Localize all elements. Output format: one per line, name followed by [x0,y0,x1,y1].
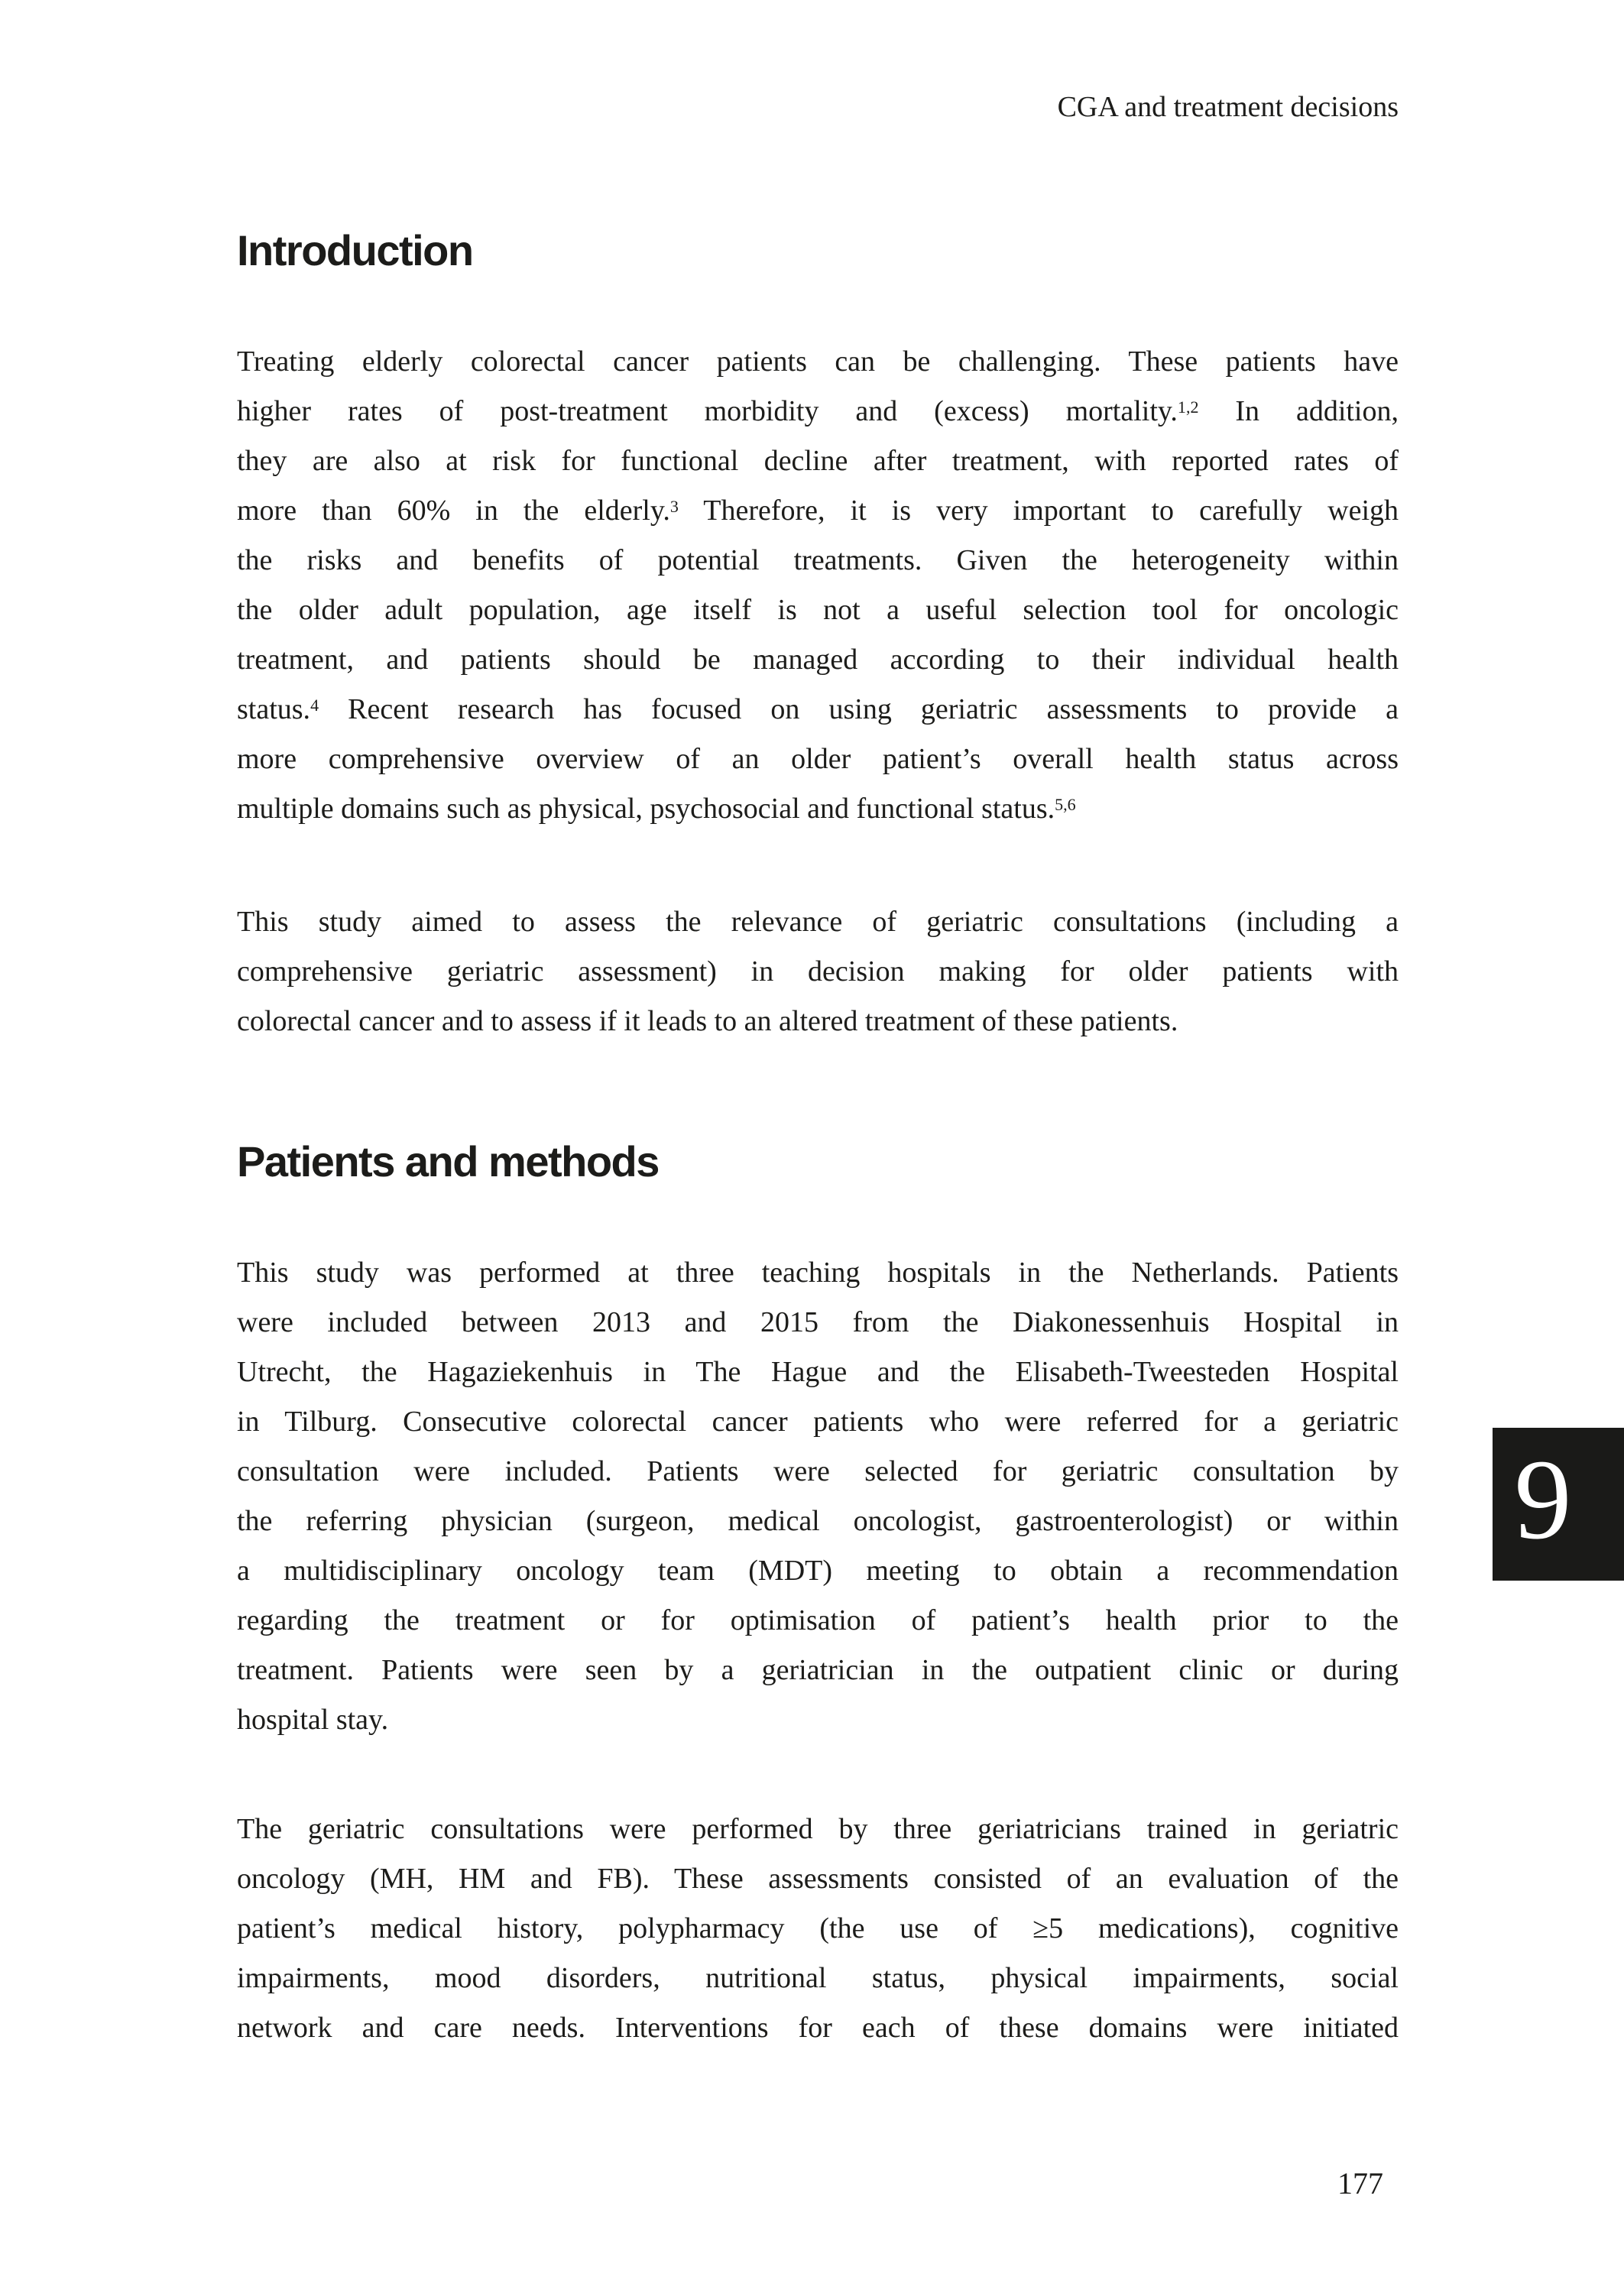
body-line: multiple domains such as physical, psychosocial and functional status.$^{5,6}$ [237,793,1076,825]
body-line: status.$^4$ Recent research has focused on using geriatric assessments to provide a [237,693,1399,725]
body-line: network and care needs. Interventions for each of these domains were initiated [237,2012,1399,2044]
body-line: the older adult population, age itself is not a useful selection tool for oncologic [237,594,1399,626]
body-line: impairments, mood disorders, nutritional status, physical impairments, social [237,1962,1399,1994]
body-line: treatment, and patients should be managed according to their individual health [237,644,1399,676]
body-line: the referring physician (surgeon, medical oncologist, gastroenterologist) or within [237,1505,1399,1537]
body-line: they are also at risk for functional decline after treatment, with reported rates of [237,445,1399,477]
superscript-reference: 1,2 [1177,397,1199,417]
body-line: a multidisciplinary oncology team (MDT) meeting to obtain a recommendation [237,1555,1399,1587]
body-line: treatment. Patients were seen by a geriatrician in the outpatient clinic or during [237,1654,1399,1686]
body-paragraph [237,337,1399,834]
running-header: CGA and treatment decisions [1057,91,1399,123]
body-line: regarding the treatment or for optimisation of patient’s health prior to the [237,1604,1399,1636]
body-line: were included between 2013 and 2015 from the Diakonessenhuis Hospital in [237,1306,1399,1338]
body-line: colorectal cancer and to assess if it leads to an altered treatment of these patients. [237,1005,1178,1037]
body-paragraph [237,1805,1399,2053]
section-heading-introduction: Introduction [237,226,473,274]
superscript-reference: 4 [310,696,319,715]
body-line: The geriatric consultations were performed by three geriatricians trained in geriatric [237,1813,1399,1845]
body-line: patient’s medical history, polypharmacy (the use of ≥5 medications), cognitive [237,1912,1399,1944]
superscript-reference: 3 [669,497,679,517]
body-line: higher rates of post-treatment morbidity and (excess) mortality.$^{1,2}$ In addition, [237,395,1399,427]
superscript-reference: 5,6 [1055,795,1076,815]
section-heading-patients-and-methods: Patients and methods [237,1137,659,1185]
body-line: the risks and benefits of potential treatments. Given the heterogeneity within [237,544,1399,576]
body-paragraph [237,1248,1399,1745]
body-line: comprehensive geriatric assessment) in decision making for older patients with [237,955,1399,988]
body-line: Treating elderly colorectal cancer patients can be challenging. These patients have [237,345,1399,378]
chapter-tab-number: 9 [1514,1436,1572,1563]
chapter-tab [1493,1428,1624,1581]
body-line: consultation were included. Patients were selected for geriatric consultation by [237,1455,1399,1487]
page-number: 177 [1337,2166,1383,2201]
body-line: more comprehensive overview of an older patient’s overall health status across [237,743,1399,775]
body-line: hospital stay. [237,1704,389,1736]
body-line: in Tilburg. Consecutive colorectal cancer patients who were referred for a geriatric [237,1406,1399,1438]
body-line: more than 60% in the elderly.$^3$ Therefore, it is very important to carefully weigh [237,495,1399,527]
body-paragraph [237,897,1399,1046]
body-line: This study aimed to assess the relevance of geriatric consultations (including a [237,906,1399,938]
body-line: Utrecht, the Hagaziekenhuis in The Hague and the Elisabeth-Tweesteden Hospital [237,1356,1399,1388]
body-line: This study was performed at three teaching hospitals in the Netherlands. Patients [237,1257,1399,1289]
body-line: oncology (MH, HM and FB). These assessments consisted of an evaluation of the [237,1863,1399,1895]
